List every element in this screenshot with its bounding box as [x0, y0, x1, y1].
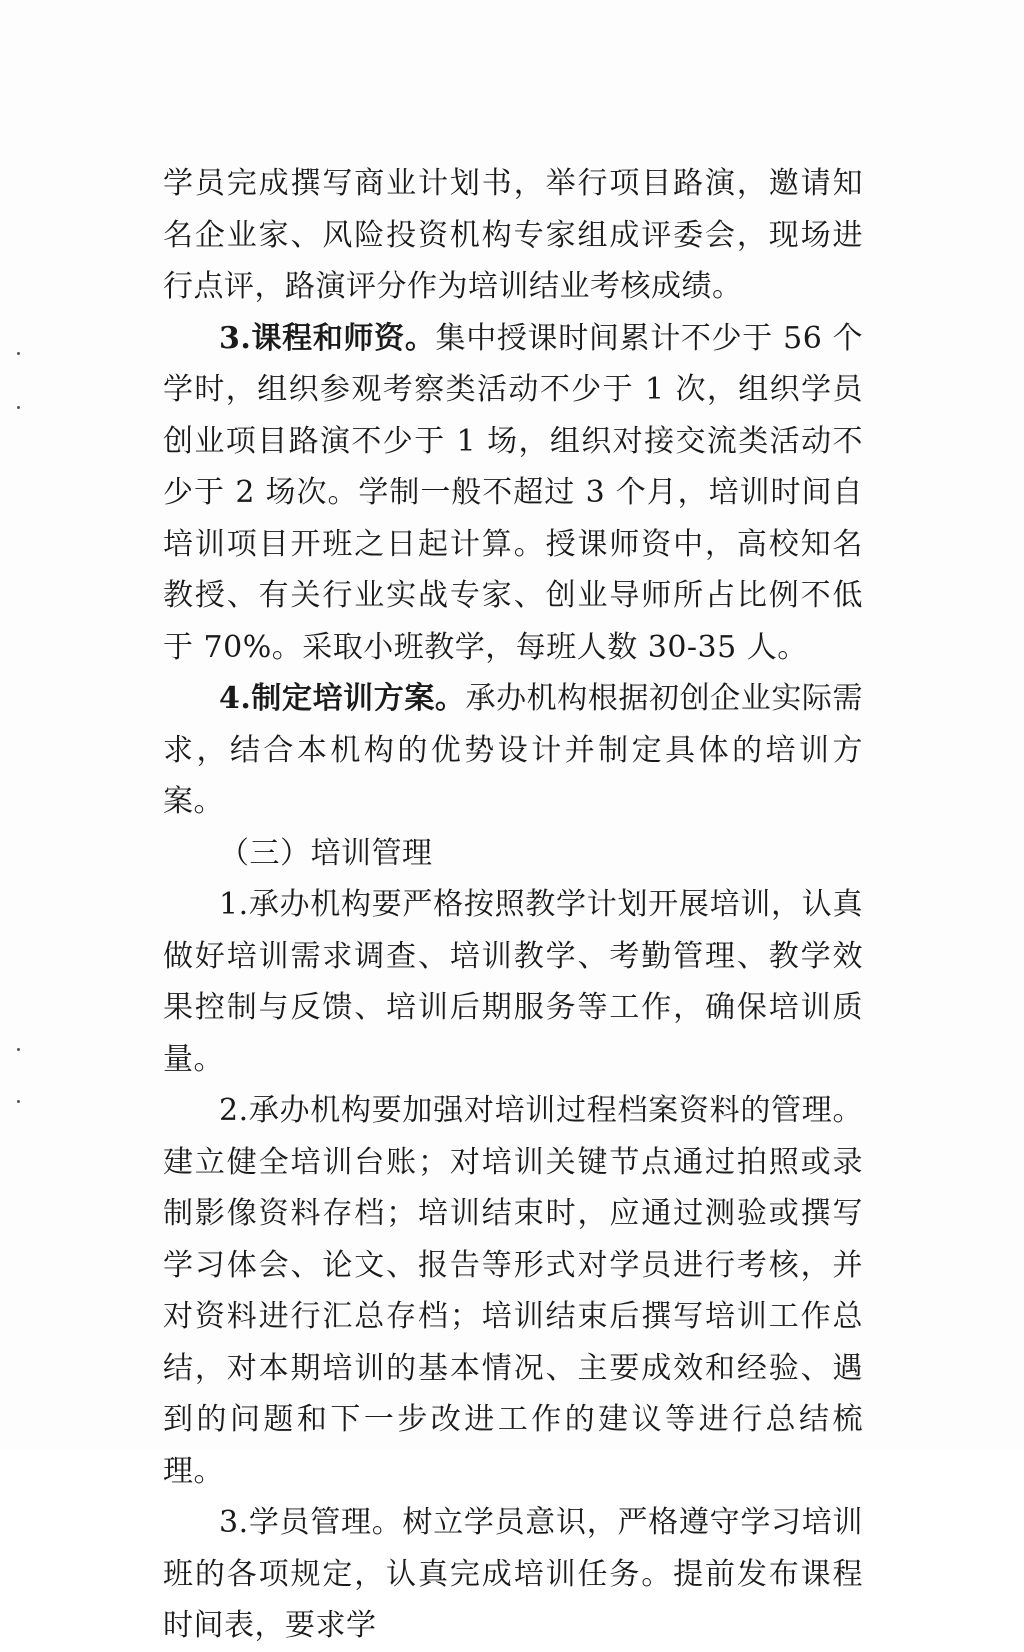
- paragraph-text: 1.承办机构要严格按照教学计划开展培训，认真做好培训需求调查、培训教学、考勤管理、教学效果控制与反馈、培训后期服务等工作，确保培训质量。: [163, 887, 863, 1077]
- paragraph-heading: 3.课程和师资。: [219, 320, 436, 356]
- scan-dot: [17, 352, 20, 355]
- paragraph-text: 集中授课时间累计不少于 56 个学时，组织参观考察类活动不少于 1 次，组织学员创业项目路演不少于 1 场，组织对接交流类活动不少于 2 场次。学制一般不超过 3 个月，培训时间自培训项目开班之日起计算。授课师资中，高校知名教授、有关行业实战专家、创业导师所占比例不低于 70%。采取小班教学，每班人数 30-35 人。: [163, 320, 864, 665]
- paragraph-text: 2.承办机构要加强对培训过程档案资料的管理。建立健全培训台账；对培训关键节点通过拍照或录制影像资料存档；培训结束时，应通过测验或撰写学习体会、论文、报告等形式对学员进行考核，并对资料进行汇总存档；培训结束后撰写培训工作总结，对本期培训的基本情况、主要成效和经验、遇到的问题和下一步改进工作的建议等进行总结梳理。: [163, 1093, 863, 1489]
- paragraph-heading: 4.制定培训方案。: [219, 681, 466, 716]
- paragraph-management-1: [163, 879, 863, 1085]
- paragraph-management-3: [163, 1497, 863, 1652]
- scan-dot: [17, 1100, 20, 1103]
- scan-dot: [17, 1048, 20, 1051]
- paragraph-text: 学员完成撰写商业计划书，举行项目路演，邀请知名企业家、风险投资机构专家组成评委会，现场进行点评，路演评分作为培训结业考核成绩。: [163, 166, 863, 304]
- paragraph-management-2: [163, 1085, 863, 1497]
- section-title: （三）培训管理: [219, 835, 433, 871]
- document-body: [163, 158, 863, 1652]
- paragraph-text: 承办机构根据初创企业实际需求，结合本机构的优势设计并制定具体的培训方案。: [163, 681, 864, 819]
- paragraph-continuation: [163, 158, 863, 313]
- paragraph-courses-and-teachers: [163, 313, 863, 674]
- paragraph-text: 3.学员管理。树立学员意识，严格遵守学习培训班的各项规定，认真完成培训任务。提前发布课程时间表，要求学: [163, 1505, 863, 1643]
- paragraph-training-plan: [163, 673, 863, 828]
- scan-dot: [17, 406, 20, 409]
